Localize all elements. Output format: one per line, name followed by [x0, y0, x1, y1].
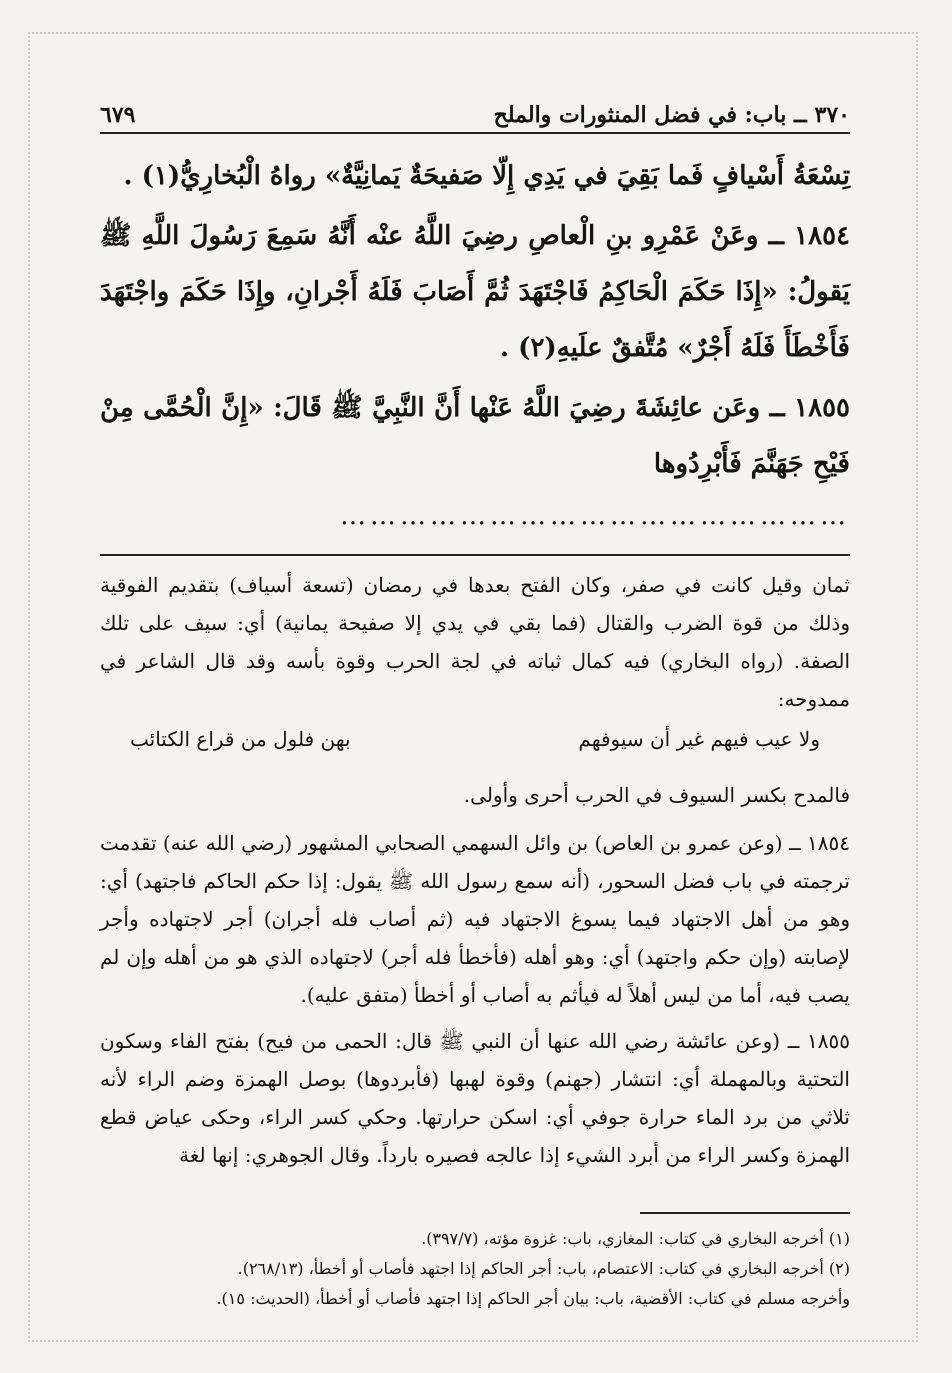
- commentary-para-1: ثمان وقيل كانت في صفر، وكان الفتح بعدها في رمضان (تسعة أسياف) بتقديم الفوقية وذلك من قوة الضرب والقتال (فما بقي في يدي إلا صفيحة يمانية) أي: سيف على تلك الصفة. (رواه البخاري) فيه كمال ثباته في لجة الحرب وقوة بأسه وقد قال الشاعر في ممدوحه:: [100, 573, 850, 711]
- commentary-1854: ١٨٥٤ ــ (وعن عمرو بن العاص) بن وائل السهمي الصحابي المشهور (رضي الله عنه) تقدمت ترجمته في باب فضل السحور، (أنه سمع رسول الله ﷺ يقول: إذا حكم الحاكم فاجتهد) أي: وهو من أهل الاجتهاد فيما يسوغ الاجتهاد فيه (ثم أصاب فله أجران) أجر لاجتهاده وأجر لإصابته (وإن حكم واجتهد) أي: وهو أهله (فأخطأ فله أجر) لاجتهاده الذي هو من أهله وإن لم يصب فيه، أما من ليس أهلاً له فيأثم به أصاب أو أخطأ (متفق عليه).: [100, 831, 850, 1007]
- footnote-divider: [640, 1212, 850, 1214]
- matn-section: [100, 148, 850, 536]
- chapter-title: ٣٧٠ ــ باب: في فضل المنثورات والملح: [493, 102, 850, 128]
- footnote-2b: وأخرجه مسلم في كتاب: الأقضية، باب: بيان أجر الحاكم إذا اجتهد فأصاب أو أخطأ، (الحديث: ١٥).: [216, 1289, 850, 1308]
- page-content: [100, 80, 850, 1314]
- matn-continuation: تِسْعَةُ أَسْيافٍ فَما بَقِيَ في يَدِي إِلّا صَفيحَةٌ يَمانِيَّةٌ» رواهُ الْبُخارِيُّ(١) .: [123, 161, 850, 191]
- page-header: [100, 80, 850, 134]
- ellipsis-dots: ……………………………………………: [340, 501, 850, 531]
- footnote-1: (١) أخرجه البخاري في كتاب: المغازي، باب: غزوة مؤته، (٣٩٧/٧).: [421, 1229, 850, 1248]
- poem-verse: [100, 720, 850, 758]
- page-number: ٦٧٩: [100, 102, 136, 128]
- hadith-1855: ١٨٥٥ ــ وعَن عائِشَةَ رضِيَ اللَّهُ عَنْها أَنَّ النَّبِيَّ ﷺ قَالَ: «إِنَّ الْحُمَّى مِنْ فَيْحِ جَهَنَّمَ فَأَبْرِدُوها: [100, 393, 850, 479]
- footnote-2: (٢) أخرجه البخاري في كتاب: الاعتصام، باب: أجر الحاكم إذا اجتهد فأصاب أو أخطأ، (٢٦٨/١٣).: [237, 1259, 850, 1278]
- footnotes-section: [100, 1212, 850, 1314]
- section-divider: [100, 554, 850, 556]
- poem-hemistich-left: بهن فلول من قراع الكتائب: [130, 727, 351, 751]
- commentary-para-2: فالمدح بكسر السيوف في الحرب أحرى وأولى.: [463, 783, 850, 807]
- poem-hemistich-right: ولا عيب فيهم غير أن سيوفهم: [578, 727, 820, 751]
- commentary-section: [100, 566, 850, 1174]
- hadith-1854: ١٨٥٤ ــ وعَنْ عَمْرِو بنِ الْعاصِ رضِيَ اللَّهُ عنْه أَنَّهُ سَمِعَ رَسُولَ اللَّهِ ﷺ يَقولُ: «إِذَا حَكَمَ الْحَاكِمُ فَاجْتَهَدَ ثُمَّ أَصَابَ فَلَهُ أَجْرانِ، وإِذَا حَكَمَ واجْتَهَدَ فَأَخْطَأَ فَلَهُ أَجْرٌ» مُتَّفقٌ علَيهِ(٢) .: [100, 221, 850, 363]
- commentary-1855: ١٨٥٥ ــ (وعن عائشة رضي الله عنها أن النبي ﷺ قال: الحمى من فيح) بفتح الفاء وسكون التحتية وبالمهملة أي: انتشار (جهنم) وقوة لهبها (فأبردوها) بوصل الهمزة وضم الراء لأنه ثلاثي من برد الماء حرارة جوفي أي: اسكن حرارتها. وحكي كسر الراء، وحكى عياض قطع الهمزة وكسر الراء من أبرد الشيء إذا عالجه فصيره بارداً. وقال الجوهري: إنها لغة: [100, 1029, 850, 1167]
